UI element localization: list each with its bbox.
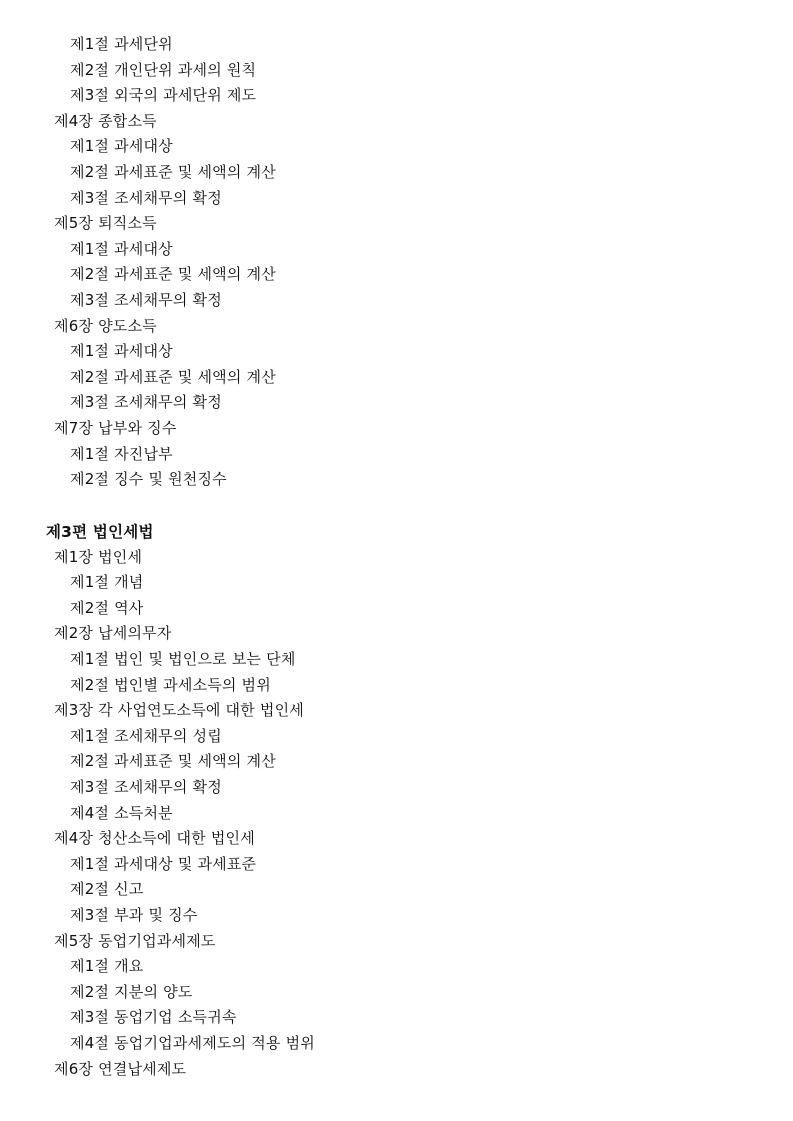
toc-section-line: 제1절 과세대상 <box>70 342 173 361</box>
toc-section-line: 제2절 과세표준 및 세액의 계산 <box>70 265 276 284</box>
toc-chapter-line: 제3장 각 사업연도소득에 대한 법인세 <box>54 701 304 720</box>
toc-section-line: 제3절 조세채무의 확정 <box>70 393 222 412</box>
toc-section-line: 제2절 과세표준 및 세액의 계산 <box>70 367 276 386</box>
toc-section-line: 제2절 지분의 양도 <box>70 982 193 1001</box>
toc-section-line: 제3절 조세채무의 확정 <box>70 290 222 309</box>
toc-section-line: 제1절 조세채무의 성립 <box>70 726 222 745</box>
toc-section-line: 제3절 외국의 과세단위 제도 <box>70 86 257 105</box>
toc-section-line: 제2절 징수 및 원천징수 <box>70 470 227 489</box>
toc-chapter-line: 제4장 청산소득에 대한 법인세 <box>54 829 255 848</box>
toc-section-line: 제2절 역사 <box>70 598 144 617</box>
toc-section-line: 제2절 과세표준 및 세액의 계산 <box>70 162 276 181</box>
toc-section-line: 제1절 과세대상 및 과세표준 <box>70 854 257 873</box>
toc-chapter-line: 제2장 납세의무자 <box>54 624 172 643</box>
toc-section-line: 제1절 과세대상 <box>70 137 173 156</box>
toc-section-line: 제1절 법인 및 법인으로 보는 단체 <box>70 650 296 669</box>
toc-chapter-line: 제1장 법인세 <box>54 547 143 566</box>
toc-section-line: 제2절 신고 <box>70 880 144 899</box>
toc-section-line: 제1절 자진납부 <box>70 444 173 463</box>
toc-chapter-line: 제5장 퇴직소득 <box>54 214 157 233</box>
toc-section-line: 제3절 조세채무의 확정 <box>70 778 222 797</box>
toc-chapter-line: 제6장 연결납세제도 <box>54 1059 187 1078</box>
toc-section-line: 제3절 부과 및 징수 <box>70 906 198 924</box>
toc-section-line: 제1절 개요 <box>70 957 144 976</box>
toc-section-line: 제3절 동업기업 소득귀속 <box>70 1008 237 1027</box>
toc-chapter-line: 제4장 종합소득 <box>54 111 157 130</box>
toc-section-line: 제3절 조세채무의 확정 <box>70 188 222 207</box>
toc-chapter-line: 제6장 양도소득 <box>54 316 157 335</box>
toc-section-line: 제2절 과세표준 및 세액의 계산 <box>70 752 276 771</box>
toc-section-line: 제1절 개념 <box>70 573 144 592</box>
toc-section-line: 제1절 과세대상 <box>70 239 173 258</box>
toc-part-heading: 제3편 법인세법 <box>46 522 154 541</box>
toc-section-line: 제2절 개인단위 과세의 원칙 <box>70 60 257 79</box>
table-of-contents <box>0 32 793 1082</box>
toc-section-line: 제2절 법인별 과세소득의 범위 <box>70 675 271 694</box>
toc-section-line: 제4절 소득처분 <box>70 803 173 822</box>
toc-section-line: 제1절 과세단위 <box>70 35 173 53</box>
toc-section-line: 제4절 동업기업과세제도의 적용 범위 <box>70 1033 315 1052</box>
toc-chapter-line: 제5장 동업기업과세제도 <box>54 931 216 950</box>
toc-chapter-line: 제7장 납부와 징수 <box>54 418 177 437</box>
